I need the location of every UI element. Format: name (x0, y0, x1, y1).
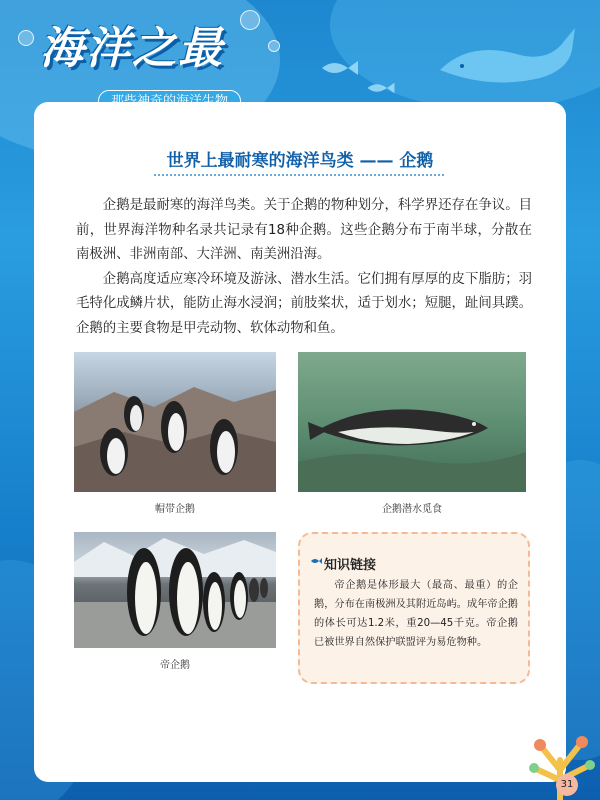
penguin-diving-photo (298, 352, 526, 492)
fish-icon (320, 58, 360, 78)
article-body (76, 194, 532, 342)
chinstrap-penguin-photo (74, 352, 276, 492)
article-title: 世界上最耐寒的海洋鸟类 —— 企鹅 (166, 151, 434, 171)
knowledge-link-title: 知识链接 (324, 558, 377, 573)
knowledge-link-box (298, 532, 530, 684)
content-card (34, 102, 566, 782)
page-number: 31 (556, 774, 578, 796)
photo-caption: 企鹅潜水觅食 (382, 504, 442, 515)
title-underline (154, 174, 444, 176)
photo-caption: 帽带企鹅 (155, 504, 195, 515)
knowledge-link-paragraph: 帝企鹅是体形最大（最高、最重）的企鹅，分布在南极洲及其附近岛屿。成年帝企鹅的体长可达1.2米，重20—45千克。帝企鹅已被世界自然保护联盟评为易危物种。 (314, 580, 518, 648)
fish-icon (366, 80, 396, 96)
series-title: 海洋之最 (40, 23, 224, 74)
knowledge-link-text (314, 576, 518, 652)
article-paragraph: 企鹅是最耐寒的海洋鸟类。关于企鹅的物种划分，科学界还存在争议。目前，世界海洋物种名录共记录有18种企鹅。这些企鹅分布于南半球，分散在南极洲、非洲南部、大洋洲、南美洲沿海。 (76, 198, 532, 263)
fish-icon (310, 557, 322, 565)
bubble-decoration (18, 30, 34, 46)
photo-caption: 帝企鹅 (160, 660, 190, 671)
whale-icon (430, 10, 580, 100)
bubble-decoration (268, 40, 280, 52)
emperor-penguin-photo (74, 532, 276, 648)
bubble-decoration (240, 10, 260, 30)
article-paragraph: 企鹅高度适应寒冷环境及游泳、潜水生活。它们拥有厚厚的皮下脂肪；羽毛特化成鳞片状，能防止海水浸润；前肢桨状，适于划水；短腿，趾间具蹼。企鹅的主要食物是甲壳动物、软体动物和鱼。 (76, 271, 532, 336)
